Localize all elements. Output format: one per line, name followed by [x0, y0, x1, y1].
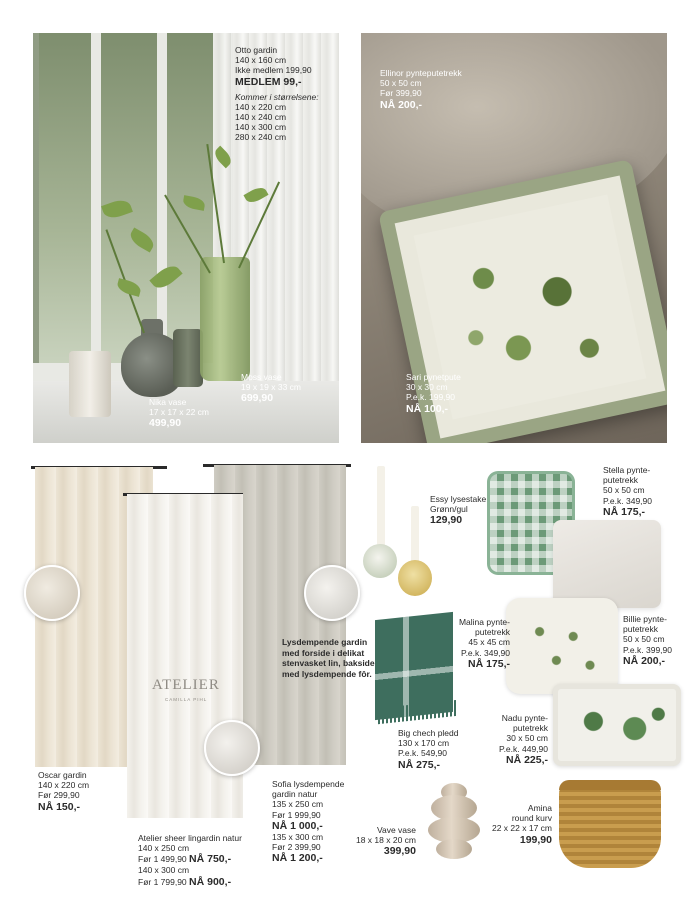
billie-now-price: NÅ 200,-	[623, 654, 666, 667]
otto-size: 140 x 160 cm	[235, 55, 287, 66]
vave-info	[346, 825, 416, 857]
otto-size-option: 140 x 240 cm	[235, 112, 287, 123]
atelier-size-1: 140 x 250 cm	[138, 843, 190, 854]
ellinor-size: 50 x 50 cm	[380, 78, 422, 89]
sofia-info	[272, 779, 344, 864]
oscar-fabric-swatch	[24, 565, 80, 621]
otto-nonmember-price: Ikke medlem 199,90	[235, 65, 312, 76]
oscar-now-price: NÅ 150,-	[38, 800, 81, 813]
pledd-size: 130 x 170 cm	[398, 738, 450, 749]
moss-size: 19 x 19 x 33 cm	[241, 382, 302, 393]
otto-name: Otto gardin	[235, 45, 278, 55]
moss-vase-image	[200, 257, 250, 381]
amina-size: 22 x 22 x 17 cm	[491, 823, 552, 834]
sari-size: 30 x 30 cm	[406, 382, 448, 393]
billie-name-line-2: putetrekk	[623, 624, 658, 635]
otto-sizes-title: Kommer i størrelsene:	[235, 91, 319, 102]
note-line: med forside i delikat	[282, 647, 365, 658]
pledd-now-price: NÅ 275,-	[398, 758, 441, 771]
pledd-name: Big chech pledd	[398, 728, 459, 738]
small-vase-image	[173, 329, 203, 387]
moss-info	[241, 372, 301, 404]
malina-before-price: P.e.k. 349,90	[461, 647, 510, 658]
nadu-name-line-1: Nadu pynte-	[501, 713, 548, 723]
essy-candlestick-yellow-image	[398, 560, 432, 596]
essy-price: 129,90	[430, 514, 463, 527]
nika-price: 499,90	[149, 417, 182, 430]
amina-info	[482, 803, 552, 846]
amina-name-line-1: Amina	[527, 803, 552, 813]
sofia-now-price-2: NÅ 1 200,-	[272, 852, 323, 865]
sofia-name-line-2: gardin natur	[272, 789, 318, 800]
stella-size: 50 x 50 cm	[603, 485, 645, 496]
blackout-note	[282, 637, 375, 679]
essy-candlestick-green-image	[363, 544, 397, 578]
stella-now-price: NÅ 175,-	[603, 505, 646, 518]
otto-size-option: 140 x 300 cm	[235, 122, 287, 133]
stella-before-price: P.e.k. 349,90	[603, 495, 652, 506]
sari-info	[406, 372, 461, 415]
sofia-size-2: 135 x 300 cm	[272, 831, 324, 842]
amina-basket-image	[559, 780, 661, 868]
stella-name-line-1: Stella pynte-	[603, 465, 651, 475]
ellinor-info	[380, 68, 462, 111]
sari-name: Sari pynetpute	[406, 372, 461, 382]
ellinor-now-price: NÅ 200,-	[380, 98, 423, 111]
otto-size-option: 140 x 220 cm	[235, 101, 287, 112]
nadu-name-line-2: putetrekk	[513, 723, 548, 734]
sofia-name-line-1: Sofia lysdempende	[272, 779, 345, 789]
sofia-fabric-swatch	[304, 565, 360, 621]
nika-name: Nika vase	[149, 397, 187, 407]
stella-info	[603, 465, 652, 518]
note-line: Lysdempende gardin	[282, 637, 368, 647]
malina-name-line-2: putetrekk	[475, 627, 510, 638]
sofia-size-1: 135 x 250 cm	[272, 799, 324, 810]
essy-color: Grønn/gul	[430, 504, 468, 515]
pledd-info	[398, 728, 459, 771]
moss-name: Moss vase	[241, 372, 282, 382]
stella-name-line-2: putetrekk	[603, 475, 638, 486]
atelier-size-2: 140 x 300 cm	[138, 865, 190, 876]
sari-before-price: P.e.k. 199,90	[406, 392, 455, 403]
billie-before-price: P.e.k. 399,90	[623, 644, 672, 655]
essy-info	[430, 494, 486, 526]
note-line: med lysdempende fôr.	[282, 668, 372, 679]
atelier-now-price-2: NÅ 900,-	[189, 875, 232, 888]
ellinor-before-price: Før 399,90	[380, 88, 422, 99]
malina-pillow-image	[506, 598, 618, 694]
ellinor-name: Ellinor pynteputetrekk	[380, 68, 462, 78]
vave-price: 399,90	[383, 845, 416, 858]
essy-candle-image	[377, 466, 385, 546]
atelier-fabric-swatch	[204, 720, 260, 776]
billie-name-line-1: Billie pynte-	[623, 614, 667, 624]
vave-name: Vave vase	[376, 825, 416, 835]
billie-info	[623, 614, 672, 667]
sofia-before-price-2: Før 2 399,90	[272, 842, 321, 853]
atelier-name: Atelier sheer lingardin natur	[138, 833, 242, 843]
candle-jar-image	[69, 351, 111, 417]
essy-name: Essy lysestake	[430, 494, 487, 504]
atelier-logo-subtitle: CAMILLA PIHL	[165, 697, 208, 702]
oscar-name: Oscar gardin	[38, 770, 87, 780]
nadu-pillow-image	[553, 684, 681, 766]
malina-now-price: NÅ 175,-	[467, 657, 510, 670]
oscar-info	[38, 770, 89, 813]
oscar-size: 140 x 220 cm	[38, 780, 90, 791]
otto-member-price: MEDLEM 99,-	[235, 75, 302, 88]
essy-candle-image	[411, 506, 419, 566]
sofia-now-price-1: NÅ 1 000,-	[272, 819, 323, 832]
atelier-info	[138, 833, 242, 888]
pledd-before-price: P.e.k. 549,90	[398, 748, 447, 759]
vave-size: 18 x 18 x 20 cm	[355, 835, 416, 846]
nadu-now-price: NÅ 225,-	[505, 753, 548, 766]
atelier-before-price-1: Før 1 499,90	[138, 854, 187, 865]
atelier-logo: ATELIER	[152, 677, 220, 693]
malina-name-line-1: Malina pynte-	[458, 617, 510, 627]
billie-size: 50 x 50 cm	[623, 634, 665, 645]
billie-pillow-image	[553, 520, 661, 608]
vave-vase-image	[428, 783, 480, 859]
amina-price: 199,90	[519, 833, 552, 846]
oscar-before-price: Før 299,90	[38, 790, 80, 801]
amina-name-line-2: round kurv	[511, 813, 552, 824]
sofia-before-price-1: Før 1 999,90	[272, 809, 321, 820]
note-line: stenvasket lin, bakside	[282, 658, 375, 668]
otto-info	[235, 45, 319, 143]
nika-size: 17 x 17 x 22 cm	[149, 407, 210, 418]
sari-now-price: NÅ 100,-	[406, 402, 449, 415]
otto-size-option: 280 x 240 cm	[235, 132, 287, 143]
atelier-before-price-2: Før 1 799,90	[138, 876, 187, 887]
nadu-size: 30 x 50 cm	[506, 733, 548, 744]
nadu-before-price: P.e.k. 449,90	[499, 743, 548, 754]
nika-info	[149, 397, 209, 429]
malina-size: 45 x 45 cm	[468, 637, 510, 648]
moss-price: 699,90	[241, 392, 274, 405]
atelier-now-price-1: NÅ 750,-	[189, 853, 232, 866]
basket-rim	[559, 780, 661, 790]
nadu-info	[480, 713, 548, 766]
